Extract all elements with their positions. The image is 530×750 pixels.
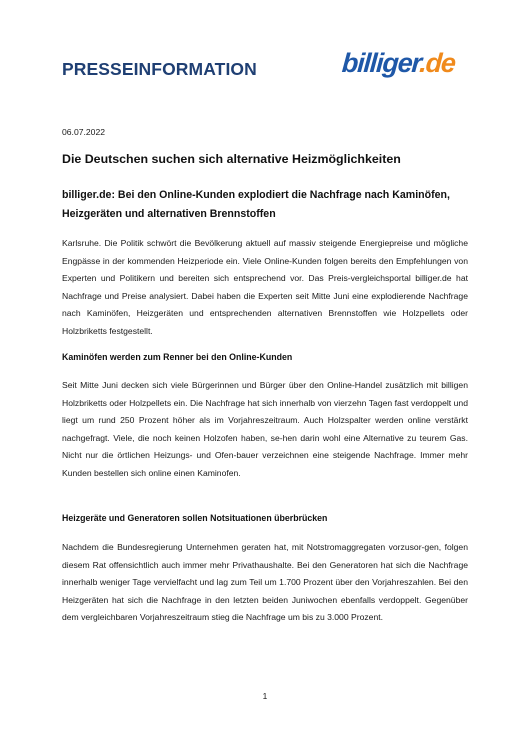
section-heading-heizgeraete: Heizgeräte und Generatoren sollen Notsituationen überbrücken xyxy=(62,513,328,523)
page-number: 1 xyxy=(262,691,268,701)
section-heading-kaminoefen: Kaminöfen werden zum Renner bei den Online-Kunden xyxy=(62,352,293,362)
release-date: 06.07.2022 xyxy=(62,127,106,137)
document-type-title: PRESSEINFORMATION xyxy=(62,59,257,79)
intro-paragraph: Karlsruhe. Die Politik schwört die Bevölkerung aktuell auf massiv steigende Energiepreise und mögliche Engpässe in der kommenden Heizperiode ein. Viele Online-Kunden folgen bereits den Empfehlungen von Experten und Politikern und bereiten sich entsprechend vor. Das Preis-vergleichsportal billiger.de hat Nachfrage und Preise analysiert. Dabei haben die Experten seit Mitte Juni eine explodierende Nachfrage nach Kaminöfen, Heizgeräten und entsprechenden alternativen Brennstoffen wie Holzpellets oder Holzbriketts festgestellt. xyxy=(62,238,468,336)
brand-logo xyxy=(341,50,456,77)
headline: Die Deutschen suchen sich alternative Heizmöglichkeiten xyxy=(62,152,401,166)
logo-text-domain: .de xyxy=(418,48,456,78)
section-body-kaminoefen: Seit Mitte Juni decken sich viele Bürgerinnen und Bürger über den Online-Handel zusätzlich mit billigen Holzbriketts oder Holzpellets ein. Die Nachfrage hat sich innerhalb von vierzehn Tagen fast verdoppelt und liegt um rund 250 Prozent höher als im Vorjahreszeitraum. Auch Holzspalter werden online verstärkt nachgefragt. Viele, die noch keinen Holzofen haben, se-hen darin wohl eine Alternative zu teurem Gas. Nicht nur die örtlichen Heizungs- und Ofen-bauer verzeichnen eine steigende Nachfrage. Immer mehr Kunden bestellen sich online einen Kaminofen. xyxy=(62,380,468,478)
section-body-heizgeraete: Nachdem die Bundesregierung Unternehmen geraten hat, mit Notstromaggregaten vorzusor-gen, folgen diesem Rat offensichtlich auch immer mehr Privathaushalte. Bei den Generatoren hat sich die Nachfrage innerhalb weniger Tage vervielfacht und lag zum Teil um 1.700 Prozent über den Vorjahreszahlen. Bei den Heizgeräten hat sich die Nachfrage in den letzten beiden Juniwochen ebenfalls verdoppelt. Gegenüber dem vergleichbaren Vorjahreszeitraum stieg die Nachfrage um bis zu 3.000 Prozent. xyxy=(62,542,468,623)
subheadline: billiger.de: Bei den Online-Kunden explodiert die Nachfrage nach Kaminöfen, Heizgeräten und alternativen Brennstoffen xyxy=(62,189,450,220)
logo-text-main: billiger xyxy=(340,48,421,78)
